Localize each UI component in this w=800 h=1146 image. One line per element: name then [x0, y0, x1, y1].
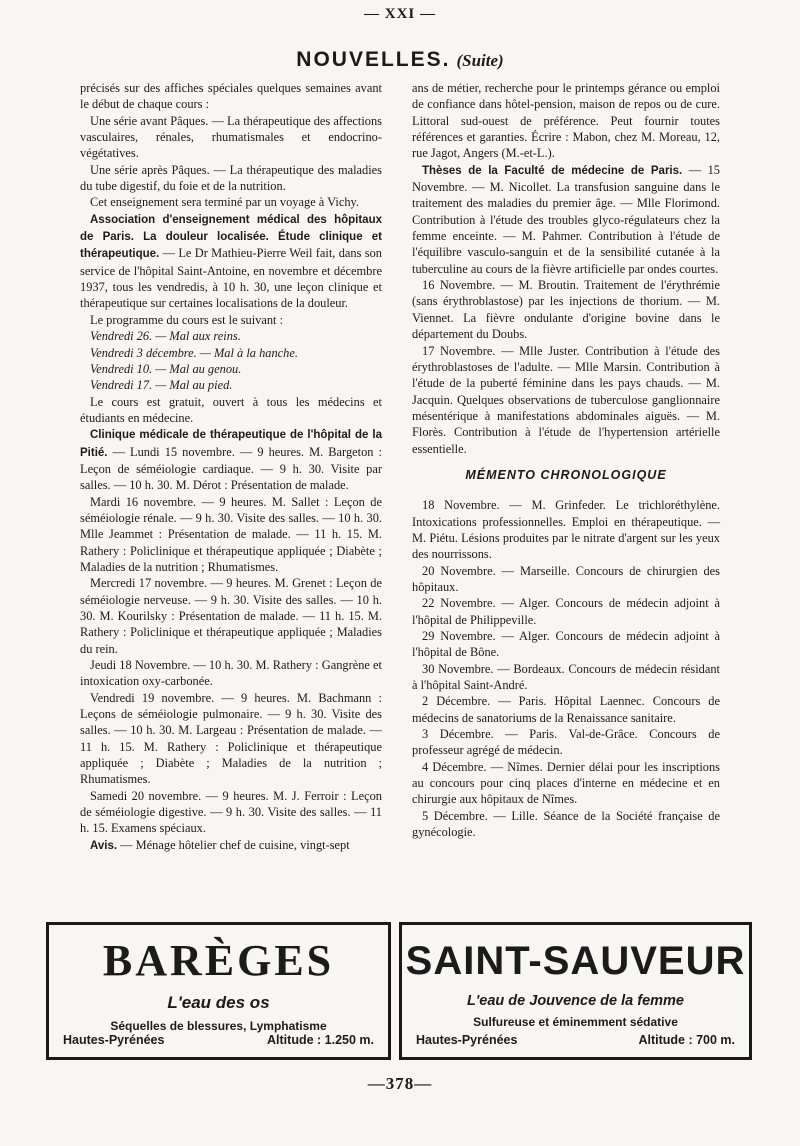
schedule-text: Vendredi 26. — Mal aux reins.	[90, 329, 241, 344]
memento-entry: 4 Décembre. — Nîmes. Dernier délai pour les inscriptions au concours pour cinq places d'interne en médecine et en chirurgie aux hôpitaux de Nîmes.	[412, 759, 720, 807]
bareges-advertisement	[46, 922, 391, 1060]
paragraph	[80, 211, 382, 312]
paragraph: Mardi 16 novembre. — 9 heures. M. Sallet : Leçon de séméiologie rénale. — 9 h. 30. Visite des salles. — 10 h. 30. Mlle Jeammet : Présentation de malade. — 11 h. 15. M. Rathery : Policlinique et thérapeutique appliquée ; Diabète ; Maladies de la nutrition ; Rhumatismes.	[80, 494, 382, 574]
ad-footer	[63, 1033, 374, 1047]
memento-entry: 22 Novembre. — Alger. Concours de médecin adjoint à l'hôpital de Philippeville.	[412, 596, 720, 627]
roman-folio: — XXI —	[363, 6, 436, 22]
memento-entry: 3 Décembre. — Paris. Val-de-Grâce. Concours de professeur agrégé de médecin.	[412, 727, 720, 758]
paragraph: Vendredi 19 novembre. — 9 heures. M. Bachmann : Leçons de séméiologie pulmonaire. — 9 h. 30. Visite des salles. — 10 h. 30. M. Largeau : Présentation de malade. — 11 h. 15. M. Rathery : Policlinique et thérapeutique appliquée ; Diabète ; Maladies de la nutrition ; Rhumatismes.	[80, 690, 382, 787]
schedule-line	[80, 345, 382, 361]
paragraph	[412, 162, 720, 277]
paragraph: Jeudi 18 Novembre. — 10 h. 30. M. Rathery : Gangrène et intoxication oxy-carbonée.	[80, 658, 382, 689]
rubric-text: — Lundi 15 novembre. — 9 heures. M. Bargeton : Leçon de séméiologie cardiaque. — 9 h. 30. Visite par salles. — 10 h. 30. M. Dérot : Présentation de malade.	[80, 444, 382, 493]
schedule-line	[80, 328, 382, 344]
rubric-text: — 15 Novembre. — M. Nicollet. La transfusion sanguine dans le traitement des maladies du premier âge. — Mlle Florimond. Contribution à l'étude des troubles glyco-régulateurs chez la femme enceinte. — M. Pahmer. Contribution à l'étude de l'équilibre vasculo-sanguin et de la sensibilité cutanée à la tuberculine au cours de la fièvre artificielle par ondes courtes.	[412, 162, 720, 276]
paragraph: Samedi 20 novembre. — 9 heures. M. J. Ferroir : Leçon de séméiologie digestive. — 9 h. 30. Visite des salles. — 11 h. 15. Examens spéciaux.	[80, 788, 382, 836]
section-heading	[0, 48, 800, 72]
memento-entry: 30 Novembre. — Bordeaux. Concours de médecin résidant à l'hôpital Saint-André.	[412, 661, 720, 693]
rubric-title: Clinique médicale de thérapeutique de l'hôpital de la Pitié.	[80, 429, 382, 459]
ad-tagline: L'eau de Jouvence de la femme	[466, 993, 684, 1009]
paragraph: 16 Novembre. — M. Broutin. Traitement de l'érythrémie (sans érythroblastose) par les injections de thorium. — M. Viennet. La fièvre ondulante d'origine bovine dans le département du Doubs.	[412, 278, 720, 342]
ad-region: Hautes-Pyrénées	[416, 1033, 518, 1047]
ad-tagline: L'eau des os	[167, 993, 270, 1012]
paragraph: Cet enseignement sera terminé par un voyage à Vichy.	[90, 195, 359, 210]
memento-entry: 2 Décembre. — Paris. Hôpital Laennec. Concours de médecins de sanatoriums de la Renaissance sanitaire.	[412, 694, 720, 725]
paragraph: Une série avant Pâques. — La thérapeutique des affections vasculaires, rénales, rhumatismales et endocrino-végétatives.	[80, 113, 382, 161]
schedule-line	[80, 361, 382, 377]
paragraph	[80, 837, 382, 854]
memento-entry: 20 Novembre. — Marseille. Concours de chirurgien des hôpitaux.	[412, 563, 720, 594]
ad-name: SAINT-SAUVEUR	[405, 939, 746, 983]
ad-name: BARÈGES	[102, 936, 335, 985]
paragraph: Mercredi 17 novembre. — 9 heures. M. Grenet : Leçon de séméiologie nerveuse. — 9 h. 30. Visite des salles. — 10 h. 30. M. Kourilsky : Présentation de malade. — 11 h. 15. M. Rathery : Policlinique et thérapeutique appliquée ; Maladies du rein.	[80, 576, 382, 656]
left-column	[80, 80, 382, 854]
memento-heading: MÉMENTO CHRONOLOGIQUE	[465, 467, 667, 482]
advertisement-band	[46, 922, 752, 1062]
rubric-text: — Le Dr Mathieu-Pierre Weil fait, dans son service de l'hôpital Saint-Antoine, en novembre et décembre 1937, tous les vendredis, à 10 h. 30, une leçon clinique et thérapeutique sur certaines localisations de la douleur.	[80, 246, 382, 311]
schedule-text: Vendredi 17. — Mal au pied.	[90, 378, 233, 393]
ad-subtitle: Séquelles de blessures, Lymphatisme	[110, 1019, 327, 1033]
rubric-title: Association d'enseignement médical des hôpitaux de Paris. La douleur localisée. Étude clinique et thérapeutique.	[80, 213, 382, 261]
rubric-title: Avis.	[90, 839, 118, 852]
rubric-title: Thèses de la Faculté de médecine de Paris.	[422, 164, 683, 177]
section-title: NOUVELLES.	[296, 48, 451, 71]
ad-subtitle: Sulfureuse et éminemment sédative	[473, 1015, 678, 1029]
schedule-line	[80, 377, 382, 393]
paragraph: précisés sur des affiches spéciales quelques semaines avant le début de chaque cours :	[80, 81, 382, 112]
paragraph: Le programme du cours est le suivant :	[90, 312, 284, 327]
paragraph: 17 Novembre. — Mlle Juster. Contribution à l'étude des érythroblastoses de l'adulte. — Mlle Marsin. Contribution à l'étude de la puberté féminine dans les pays chauds. — M. Jacquin. Quelques observations de tuberculose ganglionnaire mésentérique à manifestations abdominales aiguës. — M. Florès. Contribution à l'étude de l'hypertension artérielle essentielle.	[412, 343, 720, 456]
memento-entry: 29 Novembre. — Alger. Concours de médecin adjoint à l'hôpital de Bône.	[412, 629, 720, 660]
paragraph	[80, 426, 382, 493]
ad-altitude: Altitude : 700 m.	[638, 1033, 735, 1047]
section-suite: (Suite)	[456, 51, 504, 70]
schedule-text: Vendredi 10. — Mal au genou.	[90, 361, 242, 376]
ad-footer	[416, 1033, 735, 1047]
paragraph: Une série après Pâques. — La thérapeutique des maladies du tube digestif, du foie et de la nutrition.	[80, 162, 382, 194]
ad-region: Hautes-Pyrénées	[63, 1033, 165, 1047]
ad-altitude: Altitude : 1.250 m.	[267, 1033, 374, 1047]
right-column	[412, 80, 720, 840]
rubric-text: — Ménage hôtelier chef de cuisine, vingt-sept	[120, 837, 350, 852]
paragraph: Le cours est gratuit, ouvert à tous les médecins et étudiants en médecine.	[80, 394, 382, 425]
saint-sauveur-advertisement	[399, 922, 752, 1060]
memento-entry: 5 Décembre. — Lille. Séance de la Société française de gynécologie.	[412, 808, 720, 840]
page-number: —378—	[367, 1074, 433, 1093]
memento-entry: 18 Novembre. — M. Grinfeder. Le trichloréthylène. Intoxications professionnelles. Emploi en thérapeutique. — M. Piétu. Lésions produites par le nitrate d'argent sur les yeux des nourrissons.	[412, 498, 720, 562]
paragraph: ans de métier, recherche pour le printemps gérance ou emploi de confiance dans hôtel-pension, maison de repos ou de cure. Littoral sud-ouest de préférence. Peut fournir toutes références et garanties. Écrire : Mabon, chez M. Moreau, 12, rue Jagot, Angers (M.-et-L.).	[412, 81, 720, 161]
schedule-text: Vendredi 3 décembre. — Mal à la hanche.	[90, 345, 298, 360]
